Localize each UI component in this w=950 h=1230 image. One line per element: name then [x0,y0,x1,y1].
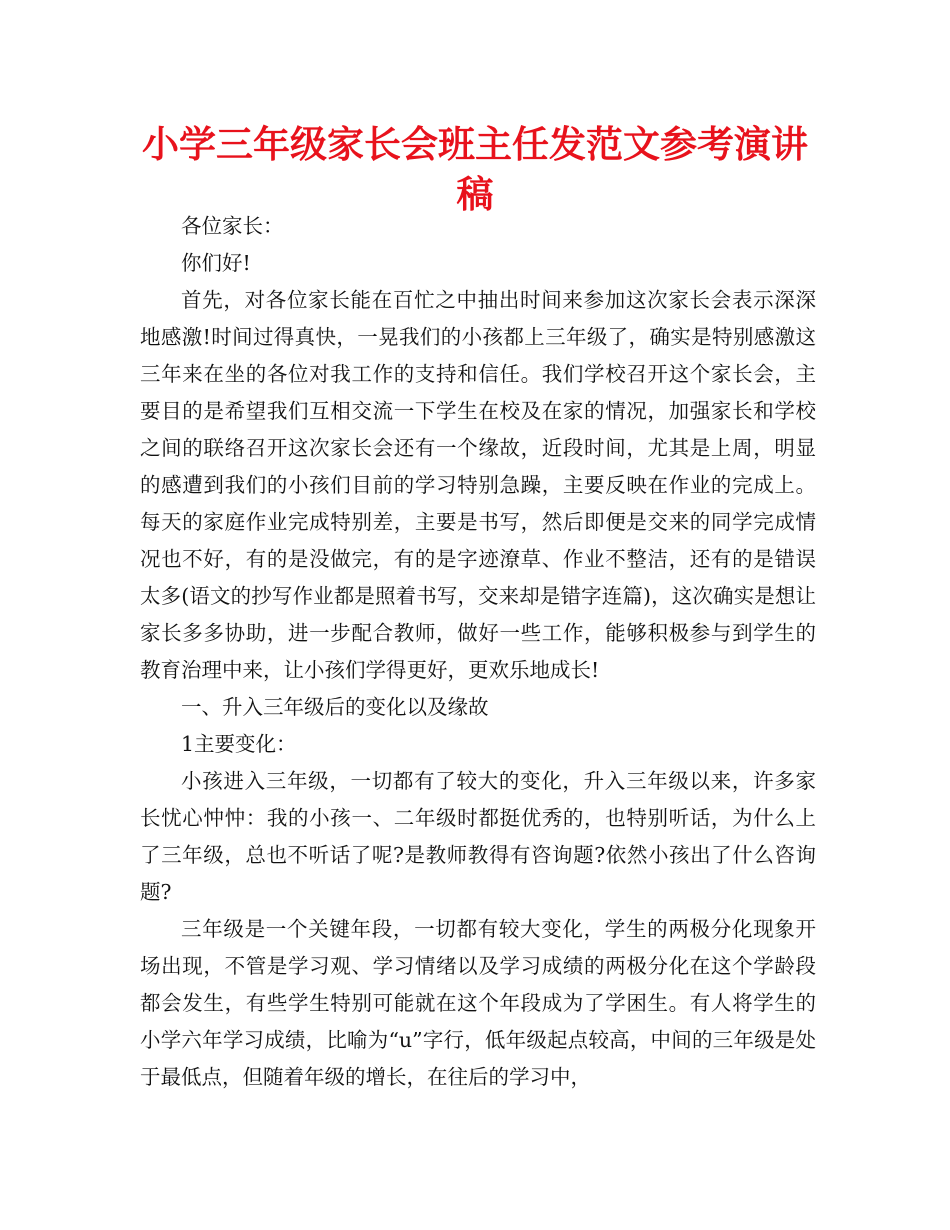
intro-paragraph: 首先，对各位家长能在百忙之中抽出时间来参加这次家长会表示深深地感激!时间过得真快，一晃我们的小孩都上三年级了，确实是特别感激这三年来在坐的各位对我工作的支持和信任。我们学校召开这个家长会，主要目的是希望我们互相交流一下学生在校及在家的情况，加强家长和学校之间的联络召开这次家长会还有一个缘故，近段时间，尤其是上周，明显的感遭到我们的小孩们目前的学习特别急躁，主要反映在作业的完成上。每天的家庭作业完成特别差，主要是书写，然后即便是交来的同学完成情况也不好，有的是没做完，有的是字迹潦草、作业不整洁，还有的是错误太多(语文的抄写作业都是照着书写，交来却是错字连篇)，这次确实是想让家长多多协助，进一步配合教师，做好一些工作，能够积极参与到学生的教育治理中来，让小孩们学得更好，更欢乐地成长! [140,288,816,682]
document-body [140,208,816,1096]
body-paragraph: 小孩进入三年级，一切都有了较大的变化，升入三年级以来，许多家长忧心忡忡：我的小孩一、二年级时都挺优秀的，也特别听话，为什么上了三年级，总也不听话了呢?是教师教得有咨询题?依然小孩出了什么咨询题? [140,769,816,904]
salutation-paragraph: 你们好! [181,251,251,275]
section-heading-1: 一、升入三年级后的变化以及缘故 [181,695,489,719]
body-paragraph: 三年级是一个关键年段，一切都有较大变化，学生的两极分化现象开场出现，不管是学习观、学习情绪以及学习成绩的两极分化在这个学龄段都会发生，有些学生特别可能就在这个年段成为了学困生。有人将学生的小学六年学习成绩，比喻为“u”字行，低年级起点较高，中间的三年级是处于最低点，但随着年级的增长，在往后的学习中， [140,917,816,1089]
subsection-heading-1: 1主要变化： [181,732,297,756]
document-title: 小学三年级家长会班主任发范文参考演讲稿 [142,123,808,216]
greeting-paragraph: 各位家长： [181,214,284,238]
